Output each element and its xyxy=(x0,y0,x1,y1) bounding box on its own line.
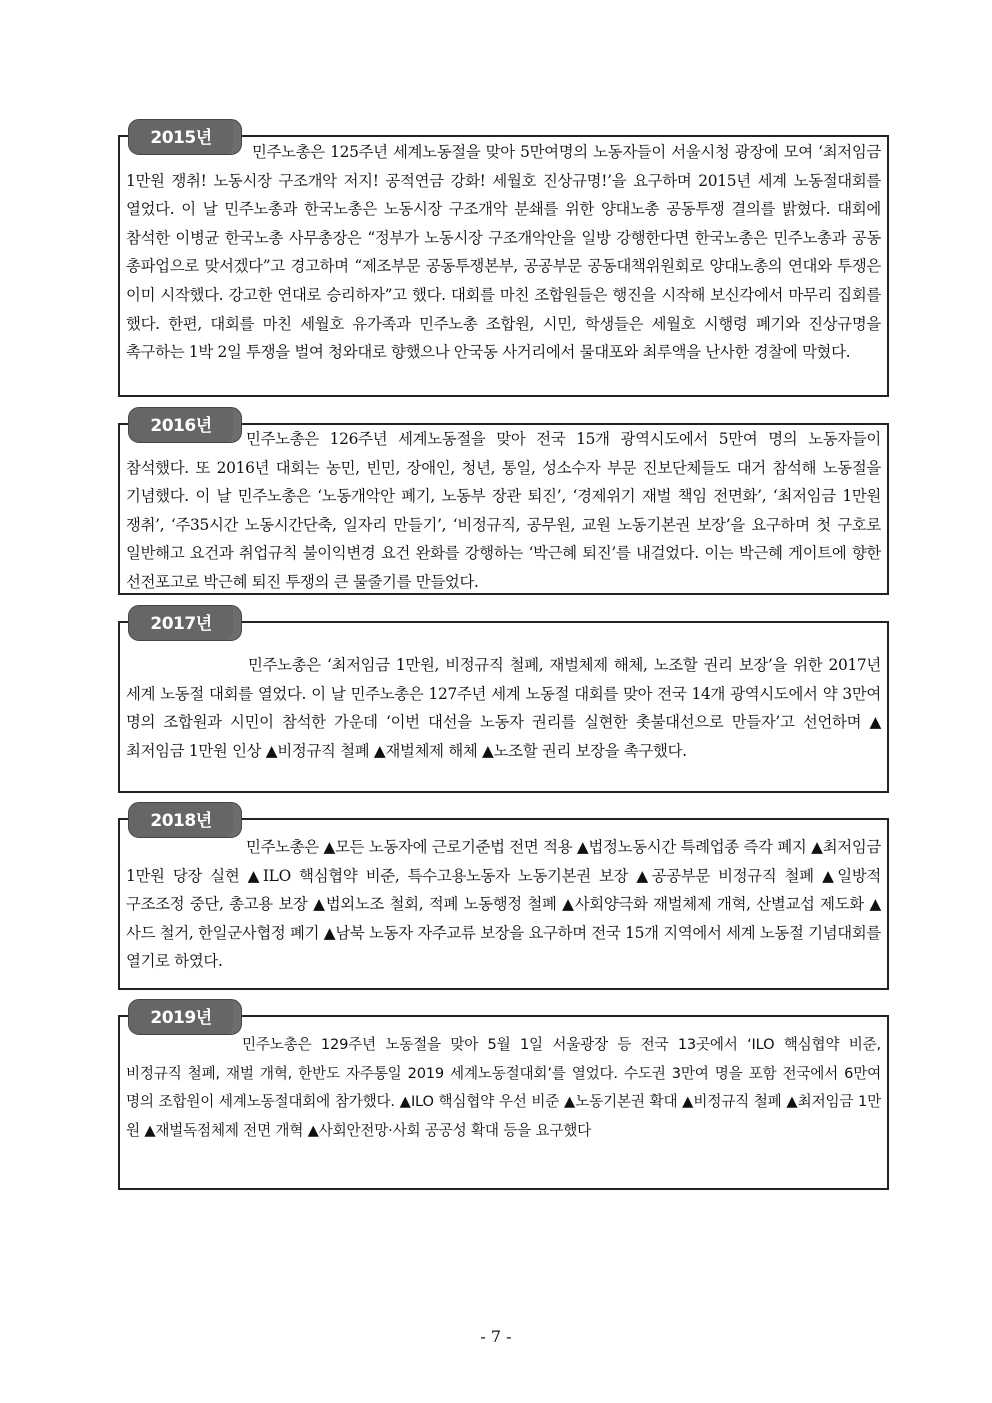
entry-2019 xyxy=(118,1008,889,1190)
page-number: - 7 - xyxy=(480,1327,512,1346)
entry-2016 xyxy=(118,416,889,595)
entry-text: 민주노총은 129주년 노동절을 맞아 5월 1일 서울광장 등 전국 13곳에서 ‘ILO 핵심협약 비준, 비정규직 철폐, 재벌 개혁, 한반도 자주통일 2019 세계노동절대회’를 열었다. 수도권 3만여 명을 포함 전국에서 6만여 명의 조합원이 세계노동절대회에 참가했다. ▲ILO 핵심협약 우선 비준 ▲노동기본권 확대 ▲비정규직 철폐 ▲최저임금 1만 원 ▲재벌독점체제 전면 개혁 ▲사회안전망·사회 공공성 확대 등을 요구했다 xyxy=(126,1036,881,1139)
entry-text: 민주노총은 ▲모든 노동자에 근로기준법 전면 적용 ▲법정노동시간 특례업종 즉각 폐지 ▲최저임금 1만원 당장 실현 ▲ILO 핵심협약 비준, 특수고용노동자 노동기본권 보장 ▲공공부문 비정규직 철폐 ▲일방적 구조조정 중단, 총고용 보장 ▲법외노조 철회, 적폐 노동행정 철폐 ▲사회양극화 재벌체제 개혁, 산별교섭 제도화 ▲사드 철거, 한일군사협정 폐기 ▲남북 노동자 자주교류 보장을 요구하며 전국 15개 지역에서 세계 노동절 기념대회를 열기로 하였다. xyxy=(126,838,881,971)
entry-text: 민주노총은 125주년 세계노동절을 맞아 5만여명의 노동자들이 서울시청 광장에 모여 ‘최저임금 1만원 쟁취! 노동시장 구조개악 저지! 공적연금 강화! 세월호 진상규명!’을 요구하며 2015년 세계 노동절대회를 열었다. 이 날 민주노총과 한국노총은 노동시장 구조개악 분쇄를 위한 양대노총 공동투쟁 결의를 밝혔다. 대회에 참석한 이병균 한국노총 사무총장은 “정부가 노동시장 구조개악안을 일방 강행한다면 한국노총은 민주노총과 공동 총파업으로 맞서겠다”고 경고하며 “제조부문 공동투쟁본부, 공공부문 공동대책위원회로 양대노총의 연대와 투쟁은 이미 시작했다. 강고한 연대로 승리하자”고 했다. 대회를 마친 조합원들은 행진을 시작해 보신각에서 마무리 집회를 했다. 한편, 대회를 마친 세월호 유가족과 민주노총 조합원, 시민, 학생들은 세월호 시행령 폐기와 진상규명을 촉구하는 1박 2일 투쟁을 벌여 청와대로 향했으나 안국동 사거리에서 물대포와 최루액을 난사한 경찰에 막혔다. xyxy=(126,143,881,362)
entry-2018 xyxy=(118,811,889,990)
year-label: 2016년 xyxy=(150,416,212,436)
year-label: 2018년 xyxy=(150,811,212,831)
year-label: 2015년 xyxy=(150,128,212,148)
year-tag xyxy=(128,605,242,641)
year-tag xyxy=(128,999,242,1035)
entry-text: 민주노총은 ‘최저임금 1만원, 비정규직 철폐, 재벌체제 해체, 노조할 권리 보장’을 위한 2017년 세계 노동절 대회를 열었다. 이 날 민주노총은 127주년 세계 노동절 대회를 맞아 전국 14개 광역시도에서 약 3만여 명의 조합원과 시민이 참석한 가운데 ‘이번 대선을 노동자 권리를 실현한 촛불대선으로 만들자’고 선언하며 ▲최저임금 1만원 인상 ▲비정규직 철폐 ▲재벌체제 해체 ▲노조할 권리 보장을 촉구했다. xyxy=(126,656,881,760)
entry-2015 xyxy=(118,128,889,397)
year-label: 2019년 xyxy=(150,1008,212,1028)
entry-text: 민주노총은 126주년 세계노동절을 맞아 전국 15개 광역시도에서 5만여 명의 노동자들이 참석했다. 또 2016년 대회는 농민, 빈민, 장애인, 청년, 통일, 성소수자 부문 진보단체들도 대거 참석해 노동절을 기념했다. 이 날 민주노총은 ‘노동개악안 폐기, 노동부 장관 퇴진’, ‘경제위기 재벌 책임 전면화’, ‘최저임금 1만원 쟁취’, ‘주35시간 노동시간단축, 일자리 만들기’, ‘비정규직, 공무원, 교원 노동기본권 보장’을 요구하며 첫 구호로 일반해고 요건과 취업규칙 불이익변경 요건 완화를 강행하는 ‘박근혜 퇴진’를 내걸었다. 이는 박근혜 게이트에 향한 선전포고로 박근혜 퇴진 투쟁의 큰 물줄기를 만들었다. xyxy=(126,430,881,591)
entry-2017 xyxy=(118,614,889,793)
year-label: 2017년 xyxy=(150,614,212,634)
